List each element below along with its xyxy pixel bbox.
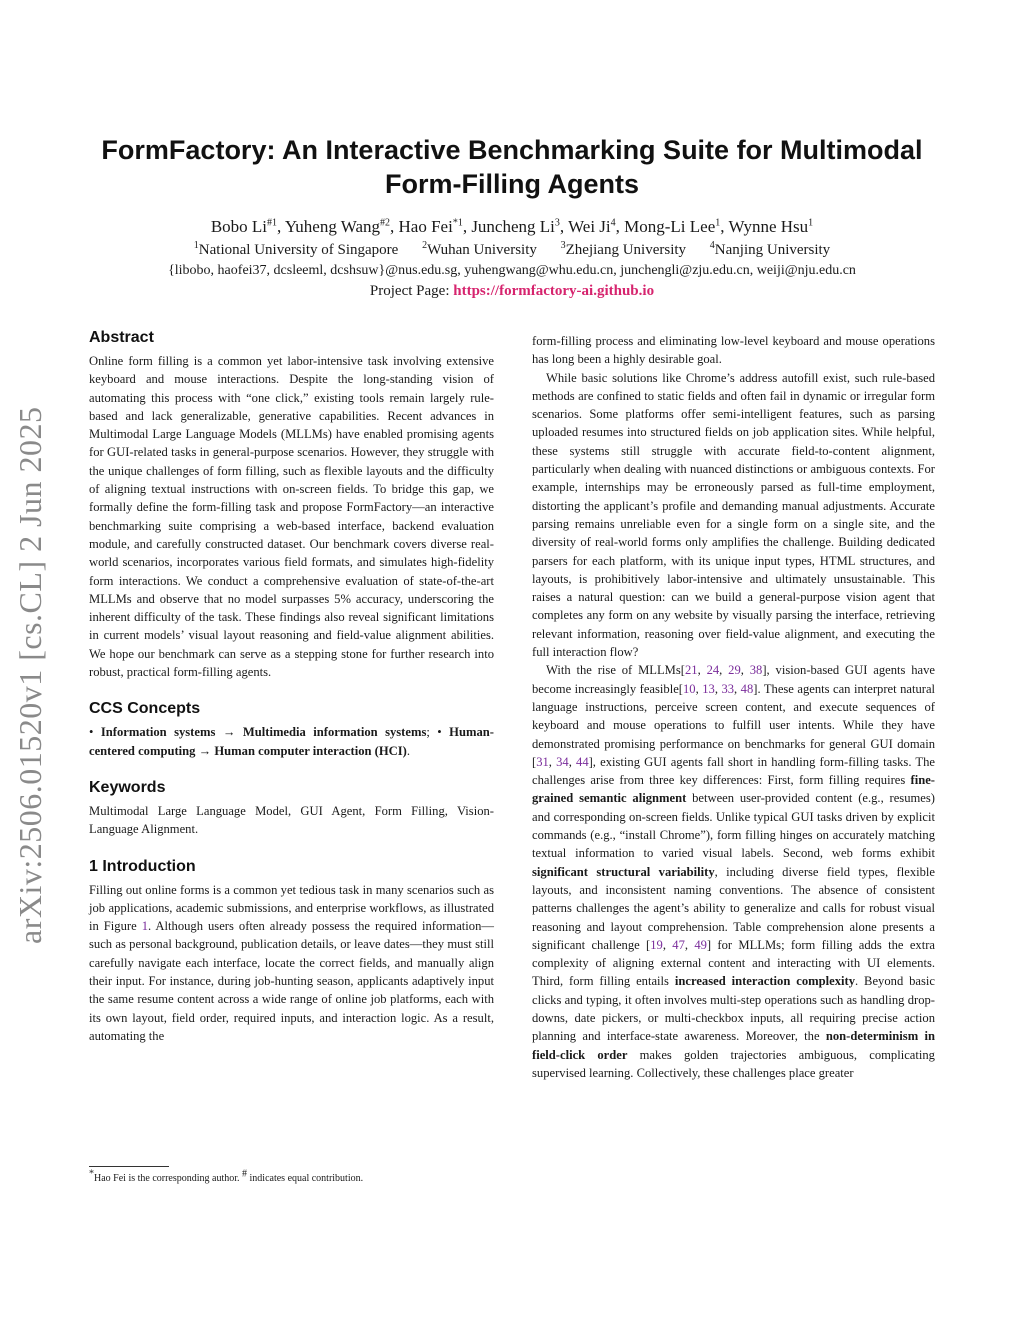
body-paragraph: form-filling process and eliminating low-level keyboard and mouse operations has long been a highly desirable goal. [532, 334, 935, 367]
author-name: Wynne Hsu [728, 217, 809, 236]
citation-link[interactable]: 13 [702, 681, 715, 696]
emphasis-text: increased interaction complexity [674, 974, 856, 989]
author-sup: 1 [808, 217, 814, 229]
citation-link[interactable]: 49 [694, 937, 707, 952]
ccs-heading: CCS Concepts [89, 700, 201, 718]
author-sup: 1 [715, 217, 721, 229]
emphasis-text: significant structural variability [532, 864, 715, 879]
body-text: ], vision-based GUI agents have become increasingly feasible[ [532, 663, 936, 696]
body-text: makes golden trajectories ambiguous, complicating supervised learning. Collectively, these challenges place greater [532, 1047, 935, 1080]
abstract-text: Online form filling is a common yet labor-intensive task involving extensive keyboard and mouse interactions. Despite the long-standing vision of automating this process with “one click,” existing tools remain largely rule-based and lack generalizable, generative capabilities. Recent advances in Multimodal Large Language Models (MLLMs) have enabled promising agents for GUI-related tasks in general-purpose scenarios. However, they struggle with the unique challenges of form filling, such as flexible layouts and the difficulty of aligning textual instructions with on-screen fields. To bridge this gap, we formally define the form-filling task and propose FormFactory—an interactive benchmarking suite comprising a web-based interface, backend evaluation module, and carefully constructed dataset. Our benchmark covers diverse real-world scenarios, incorporates various field formats, and simulates high-fidelity form interactions. We conduct a comprehensive evaluation of state-of-the-art MLLMs and observe that no model surpasses 5% accuracy, underscoring the inherent difficulty of the task. These findings also reveal significant limitations in current models’ visual layout reasoning and field-value alignment abilities. We hope our benchmark can serve as a stepping stone for further research into robust, practical form-filling agents. [89, 354, 494, 680]
body-text: . Beyond basic clicks and typing, it often involves multi-step operations such as handling drop-downs, date pickers, or multi-checkbox inputs, all requiring precise action planning and interface-state awareness. Moreover, the [532, 974, 936, 1044]
author-name: Mong-Li Lee [624, 217, 716, 236]
arrow-icon: → [222, 725, 236, 740]
author-name: Hao Fei [398, 217, 453, 236]
author-name: Wei Ji [568, 217, 611, 236]
citation-link[interactable]: 34 [556, 754, 569, 769]
affiliation-name: Nanjing University [714, 242, 831, 258]
affiliation-sup: 1 [193, 240, 199, 251]
body-paragraph: With the rise of MLLMs[21, 24, 29, 38], vision-based GUI agents have become increasingly feasible[10, 13, 33, 48]. These agents can interpret natural language instructions, perceive screen content, and execute sequences of keyboard and mouse operations to fulfill user intents. While they have demonstrated promising performance on benchmarks for general GUI domain [31, 34, 44], existing GUI agents fall short in handling form-filling tasks. The challenges arise from three key differences: First, form filling requires fine-grained semantic alignment between user-provided content (e.g., resumes) and corresponding on-screen fields. Unlike typical GUI tasks driven by explicit commands (e.g., “install Chrome”), form filling hinges on accurately matching textual information to varied visual labels. Second, web forms exhibit significant structural variability, including diverse field types, flexible layouts, and inconsistent naming conventions. The absence of consistent patterns challenges the agent’s ability to generalize and calls for robust visual reasoning and layout comprehension. Table comprehension alone presents a significant challenge [19, 47, 49] for MLLMs; form filling adds the extra complexity of aligning external content and interacting with UI elements. Third, form filling entails increased interaction complexity. Beyond basic clicks and typing, it often involves multi-step operations such as handling drop-downs, date pickers, or multi-checkbox inputs, all requiring precise action planning and interface-state awareness. Moreover, the non-determinism in field-click order makes golden trajectories ambiguous, complicating supervised learning. Collectively, these challenges place greater [532, 663, 936, 1080]
footnote-sup: # [242, 1168, 248, 1180]
intro-text: Filling out online forms is a common yet tedious task in many scenarios such as job applications, academic submissions, and enterprise workflows, as illustrated in Figure [89, 882, 494, 934]
citation-link[interactable]: 44 [576, 754, 589, 769]
project-page-link[interactable]: https://formfactory-ai.github.io [453, 283, 655, 299]
title-line-1: FormFactory: An Interactive Benchmarking Suite for Multimodal [101, 135, 923, 165]
citation-link[interactable]: 47 [672, 937, 685, 952]
right-column [532, 332, 935, 1082]
author-emails: {libobo, haofei37, dcsleeml, dcshsuw}@nus.edu.sg, yuhengwang@whu.edu.cn, junchengli@zju.edu.cn, weiji@nju.edu.cn [168, 263, 856, 278]
affiliation-name: National University of Singapore [198, 242, 399, 258]
ccs-term: Human-centered computing [89, 725, 494, 758]
affiliation-sup: 3 [560, 240, 566, 251]
body-text: With the rise of MLLMs[ [546, 663, 685, 678]
affiliation-list [60, 240, 964, 260]
ccs-concepts: • Information systems → Multimedia information systems; • Human-centered computing → Human computer interaction (HCI). [89, 725, 494, 758]
ccs-term: Human computer interaction (HCI) [214, 743, 407, 758]
footnote-divider [89, 1166, 169, 1167]
footnote-text: indicates equal contribution. [247, 1173, 364, 1184]
citation-link[interactable]: 10 [683, 681, 696, 696]
author-sup: 4 [610, 217, 616, 229]
author-sup: *1 [452, 217, 463, 229]
ccs-term: Information systems [100, 725, 216, 740]
body-text: ]. These agents can interpret natural language instructions, perceive screen content, and execute sequences of keyboard and mouse operations to fulfill user intents. While they have demonstrated promising performance on benchmarks for general GUI domain [ [532, 681, 936, 769]
citation-link[interactable]: 38 [749, 663, 763, 678]
figure-reference[interactable]: 1 [141, 919, 148, 934]
footnote-text: Hao Fei is the corresponding author. [94, 1173, 243, 1184]
project-page [60, 281, 964, 301]
footnote-sup: * [89, 1168, 94, 1180]
affiliation [561, 242, 686, 258]
body-text: ] for MLLMs; form filling adds the extra complexity of aligning external content and interacting with UI elements. Third, form filling entails [532, 937, 935, 989]
affiliation-sup: 4 [709, 240, 715, 251]
affiliation [710, 242, 830, 258]
body-text: between user-provided content (e.g., resumes) and corresponding on-screen fields. Unlike typical GUI tasks driven by explicit commands (e.g., “install Chrome”), form filling hinges on accurately matching textual information to varied visual labels. Second, web forms exhibit [532, 791, 935, 861]
author-name: Juncheng Li [471, 217, 555, 236]
affiliation-name: Wuhan University [427, 242, 537, 258]
affiliation [422, 242, 537, 258]
emphasis-text: fine-grained semantic alignment [532, 773, 935, 806]
arxiv-identifier: arXiv:2506.01520v1 [cs.CL] 2 Jun 2025 [12, 406, 48, 944]
author-sup: 3 [554, 217, 560, 229]
introduction-heading: 1 Introduction [89, 857, 196, 875]
emphasis-text: non-determinism in field-click order [532, 1029, 935, 1062]
citation-link[interactable]: 19 [650, 937, 663, 952]
project-page-label: Project Page: [369, 283, 450, 299]
citation-link[interactable]: 48 [740, 681, 754, 696]
affiliation-sup: 2 [422, 240, 428, 251]
citation-link[interactable]: 29 [728, 663, 741, 678]
citation-link[interactable]: 24 [706, 663, 720, 678]
body-paragraph: While basic solutions like Chrome’s address autofill exist, such rule-based methods are confined to static fields and often fail in dynamic or irregular form scenarios. Some platforms offer semi-intelligent features, such as parsing uploaded resumes into structured fields on job application sites. While helpful, these systems still struggle with accurate field-to-content alignment, particularly when dealing with nuanced distinctions or ambiguous contexts. For example, internships may be erroneously parsed as full-time employment, distorting the applicant’s profile and demanding manual adjustments. Accurate parsing remains unreliable even for a single form on a single site, and the diversity of real-world forms only amplifies the challenge. Building dedicated parsers for each platform, with its unique input types, HTML structures, and layouts, is prohibitively labor-intensive and ultimately unsustainable. This raises a natural question: can we build a general-purpose vision agent that completes any form on any website by visually parsing the interface, retrieving relevant information, reasoning over field-value alignment, and executing the full interaction flow? [532, 370, 935, 660]
author-name: Yuheng Wang [284, 217, 381, 236]
author-sup: #2 [380, 217, 391, 229]
paper-title [60, 133, 964, 201]
intro-text: . Although users often already possess the required information—such as personal background, publication details, or leave dates—they must still carefully navigate each interface, locate the correct fields, and manually align their input. For instance, during job-hunting season, applicants adaptively input the same resume content across a wide range of online job platforms, each with its own layout, field order, required inputs, and interaction logic. As a result, automating the [89, 919, 494, 1043]
citation-link[interactable]: 31 [536, 754, 549, 769]
author-name: Bobo Li [210, 217, 268, 236]
arrow-icon: → [198, 743, 212, 758]
keywords-heading: Keywords [89, 778, 166, 796]
author-list: Bobo Li$^{\#1}$, Yuheng Wang$^{\#2}$, Hao Fei$^{*1}$, Juncheng Li$^3$, Wei Ji$^4$, Mong-Li Lee$^1$, Wynne Hsu$^1$ [210, 217, 814, 236]
affiliation-name: Zhejiang University [565, 242, 687, 258]
footnote [89, 1168, 509, 1186]
author-sup: #1 [267, 217, 278, 229]
affiliation [194, 242, 399, 258]
abstract-heading: Abstract [89, 329, 154, 346]
body-text: ], existing GUI agents fall short in handling form-filling tasks. The challenges arise from three key differences: First, form filling requires [532, 754, 935, 788]
keywords-text: Multimodal Large Language Model, GUI Agent, Form Filling, Vision-Language Alignment. [89, 803, 494, 837]
intro-paragraph [89, 881, 494, 1046]
citation-link[interactable]: 33 [721, 681, 735, 696]
left-column [89, 328, 494, 1045]
title-line-2: Form-Filling Agents [385, 169, 639, 199]
citation-link[interactable]: 21 [684, 663, 698, 678]
body-text: , including diverse field types, flexible layouts, and inconsistent naming conventions. The absence of consistent patterns challenges the agent’s ability to generalize and calls for robust visual reasoning and layout comprehension. Table comprehension alone presents a significant challenge [ [532, 864, 935, 952]
ccs-term: Multimedia information systems [242, 725, 427, 740]
